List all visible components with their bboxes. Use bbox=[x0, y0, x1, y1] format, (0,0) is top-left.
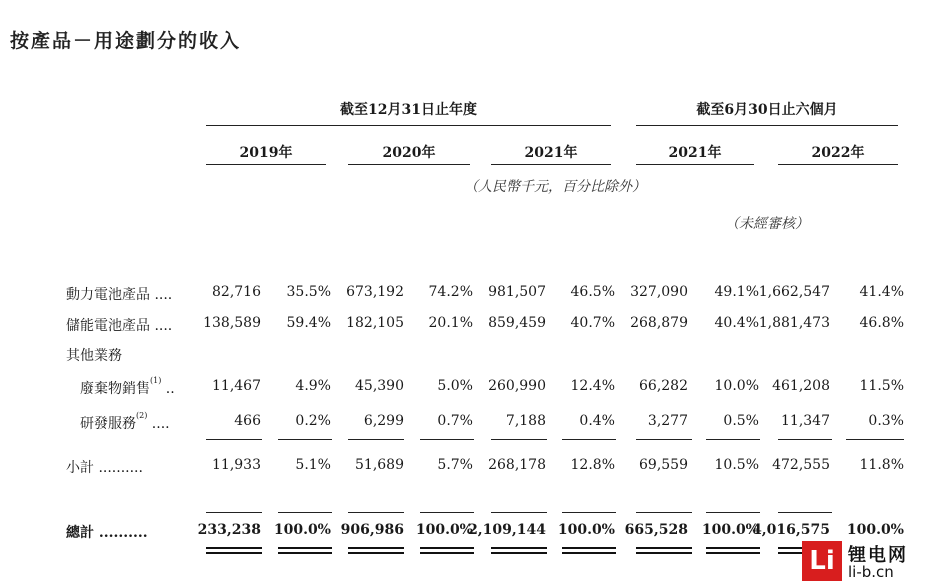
value-2021: 2,109,144 bbox=[468, 522, 546, 538]
total-double-rule-2021-pct-b bbox=[562, 552, 616, 554]
total-top-rule-2020-pct bbox=[420, 512, 474, 513]
year-header-2022-6m: 2022年 bbox=[811, 145, 865, 161]
table-row-total bbox=[0, 522, 926, 546]
value-2020: 45,390 bbox=[355, 378, 404, 394]
total-double-rule-2021-6m-value-a bbox=[636, 547, 692, 549]
subtotal-rule-2021-value bbox=[491, 439, 547, 440]
value-2020: 906,986 bbox=[340, 522, 404, 538]
table-row-other-business-header bbox=[0, 345, 926, 369]
total-top-rule-2021-value bbox=[491, 512, 547, 513]
value-2022-6m: 461,208 bbox=[772, 378, 830, 394]
logo-domain-text: li-b.cn bbox=[848, 563, 894, 581]
pct-2021-6m: 0.5% bbox=[723, 413, 759, 429]
pct-2022-6m: 0.3% bbox=[868, 413, 904, 429]
total-double-rule-2020-value-a bbox=[348, 547, 404, 549]
total-double-rule-2019-pct-b bbox=[278, 552, 332, 554]
value-2019: 233,238 bbox=[197, 522, 261, 538]
pct-2020: 74.2% bbox=[428, 284, 473, 300]
period-header-six-months: 截至6月30日止六個月 bbox=[696, 102, 838, 118]
total-double-rule-2020-value-b bbox=[348, 552, 404, 554]
period-header-fiscal-year: 截至12月31日止年度 bbox=[340, 102, 477, 118]
pct-2021: 12.4% bbox=[570, 378, 615, 394]
value-2021-6m: 3,277 bbox=[647, 413, 688, 429]
value-2019: 11,467 bbox=[212, 378, 261, 394]
pct-2021: 0.4% bbox=[579, 413, 615, 429]
pct-2021: 40.7% bbox=[570, 315, 615, 331]
total-top-rule-2022-6m-value bbox=[778, 512, 832, 513]
value-2021: 7,188 bbox=[505, 413, 546, 429]
period-underline-fiscal-year bbox=[206, 125, 611, 126]
pct-2019: 5.1% bbox=[295, 457, 331, 473]
value-2022-6m: 472,555 bbox=[772, 457, 830, 473]
pct-2021: 46.5% bbox=[570, 284, 615, 300]
table-row-rnd-services bbox=[0, 413, 926, 437]
subtotal-rule-2019-value bbox=[206, 439, 262, 440]
pct-2021-6m: 100.0% bbox=[701, 522, 759, 538]
table-row-scrap-sales bbox=[0, 378, 926, 402]
total-double-rule-2019-value-a bbox=[206, 547, 262, 549]
table-row-storage-battery bbox=[0, 315, 926, 339]
pct-2022-6m: 11.5% bbox=[859, 378, 904, 394]
subtotal-rule-2020-pct bbox=[420, 439, 474, 440]
value-2021: 260,990 bbox=[488, 378, 546, 394]
value-2021-6m: 327,090 bbox=[630, 284, 688, 300]
total-double-rule-2019-value-b bbox=[206, 552, 262, 554]
year-header-2020: 2020年 bbox=[382, 145, 436, 161]
subtotal-rule-2021-6m-pct bbox=[706, 439, 760, 440]
total-top-rule-2021-6m-pct bbox=[706, 512, 760, 513]
value-2020: 51,689 bbox=[355, 457, 404, 473]
year-header-2021: 2021年 bbox=[524, 145, 578, 161]
page-title: 按產品－用途劃分的收入 bbox=[10, 30, 242, 52]
subtotal-rule-2022-6m-value bbox=[778, 439, 832, 440]
total-double-rule-2019-pct-a bbox=[278, 547, 332, 549]
value-2021-6m: 665,528 bbox=[624, 522, 688, 538]
logo-chinese-text: 锂电网 bbox=[848, 545, 908, 566]
total-double-rule-2021-6m-pct-a bbox=[706, 547, 760, 549]
unit-note: （人民幣千元，百分比除外） bbox=[464, 179, 646, 195]
value-2020: 673,192 bbox=[346, 284, 404, 300]
row-label: 小計 .......... bbox=[66, 460, 143, 476]
year-underline-2019 bbox=[206, 164, 326, 165]
footnote-marker: (1) bbox=[150, 376, 162, 385]
year-header-2019: 2019年 bbox=[239, 145, 293, 161]
pct-2019: 0.2% bbox=[295, 413, 331, 429]
value-2022-6m: 1,881,473 bbox=[758, 315, 830, 331]
total-double-rule-2021-value-a bbox=[491, 547, 547, 549]
total-top-rule-2019-value bbox=[206, 512, 262, 513]
year-underline-2021-6m bbox=[636, 164, 754, 165]
year-underline-2022-6m bbox=[778, 164, 898, 165]
table-row-power-battery bbox=[0, 284, 926, 308]
total-double-rule-2021-6m-pct-b bbox=[706, 552, 760, 554]
row-label: 動力電池產品 .... bbox=[66, 287, 173, 303]
pct-2020: 0.7% bbox=[437, 413, 473, 429]
year-underline-2021 bbox=[491, 164, 611, 165]
total-double-rule-2020-pct-b bbox=[420, 552, 474, 554]
watermark-logo bbox=[802, 541, 920, 583]
subtotal-rule-2019-pct bbox=[278, 439, 332, 440]
pct-2021: 100.0% bbox=[557, 522, 615, 538]
pct-2019: 35.5% bbox=[286, 284, 331, 300]
unaudited-note: （未經審核） bbox=[725, 216, 809, 232]
pct-2020: 5.0% bbox=[437, 378, 473, 394]
total-top-rule-2021-6m-value bbox=[636, 512, 692, 513]
value-2021-6m: 66,282 bbox=[639, 378, 688, 394]
pct-2021-6m: 10.0% bbox=[714, 378, 759, 394]
value-2021: 859,459 bbox=[488, 315, 546, 331]
value-2019: 138,589 bbox=[203, 315, 261, 331]
pct-2019: 4.9% bbox=[295, 378, 331, 394]
pct-2021-6m: 40.4% bbox=[714, 315, 759, 331]
value-2019: 466 bbox=[234, 413, 261, 429]
period-underline-six-months bbox=[636, 125, 898, 126]
pct-2019: 100.0% bbox=[273, 522, 331, 538]
year-header-2021-6m: 2021年 bbox=[668, 145, 722, 161]
value-2021: 981,507 bbox=[488, 284, 546, 300]
value-2019: 82,716 bbox=[212, 284, 261, 300]
total-double-rule-2020-pct-a bbox=[420, 547, 474, 549]
row-label: 廢棄物銷售$^{(1)}$ .. bbox=[80, 376, 175, 397]
value-2021-6m: 69,559 bbox=[639, 457, 688, 473]
year-underline-2020 bbox=[348, 164, 470, 165]
value-2022-6m: 1,662,547 bbox=[758, 284, 830, 300]
total-top-rule-2020-value bbox=[348, 512, 404, 513]
value-2020: 182,105 bbox=[346, 315, 404, 331]
row-label: 其他業務 bbox=[66, 348, 122, 364]
total-double-rule-2021-6m-value-b bbox=[636, 552, 692, 554]
row-label: 儲能電池產品 .... bbox=[66, 318, 173, 334]
total-double-rule-2021-value-b bbox=[491, 552, 547, 554]
footnote-marker: (2) bbox=[136, 411, 148, 420]
pct-2020: 20.1% bbox=[428, 315, 473, 331]
pct-2021: 12.8% bbox=[570, 457, 615, 473]
pct-2022-6m: 41.4% bbox=[859, 284, 904, 300]
value-2022-6m: 11,347 bbox=[781, 413, 830, 429]
pct-2022-6m: 46.8% bbox=[859, 315, 904, 331]
subtotal-rule-2022-6m-pct bbox=[846, 439, 904, 440]
logo-mark-icon: Li bbox=[802, 541, 842, 581]
pct-2020: 100.0% bbox=[415, 522, 473, 538]
row-label: 研發服務$^{(2)}$ .... bbox=[80, 411, 170, 432]
value-2021: 268,178 bbox=[488, 457, 546, 473]
subtotal-rule-2021-6m-value bbox=[636, 439, 692, 440]
subtotal-rule-2020-value bbox=[348, 439, 404, 440]
pct-2022-6m: 11.8% bbox=[859, 457, 904, 473]
total-double-rule-2021-pct-a bbox=[562, 547, 616, 549]
pct-2021-6m: 49.1% bbox=[714, 284, 759, 300]
value-2020: 6,299 bbox=[363, 413, 404, 429]
pct-2022-6m: 100.0% bbox=[846, 522, 904, 538]
value-2022-6m: 4,016,575 bbox=[752, 522, 830, 538]
table-row-subtotal bbox=[0, 457, 926, 481]
pct-2021-6m: 10.5% bbox=[714, 457, 759, 473]
pct-2020: 5.7% bbox=[437, 457, 473, 473]
total-top-rule-2021-pct bbox=[562, 512, 616, 513]
value-2021-6m: 268,879 bbox=[630, 315, 688, 331]
row-label: 總計 .......... bbox=[66, 525, 148, 541]
pct-2019: 59.4% bbox=[286, 315, 331, 331]
subtotal-rule-2021-pct bbox=[562, 439, 616, 440]
value-2019: 11,933 bbox=[212, 457, 261, 473]
total-top-rule-2019-pct bbox=[278, 512, 332, 513]
